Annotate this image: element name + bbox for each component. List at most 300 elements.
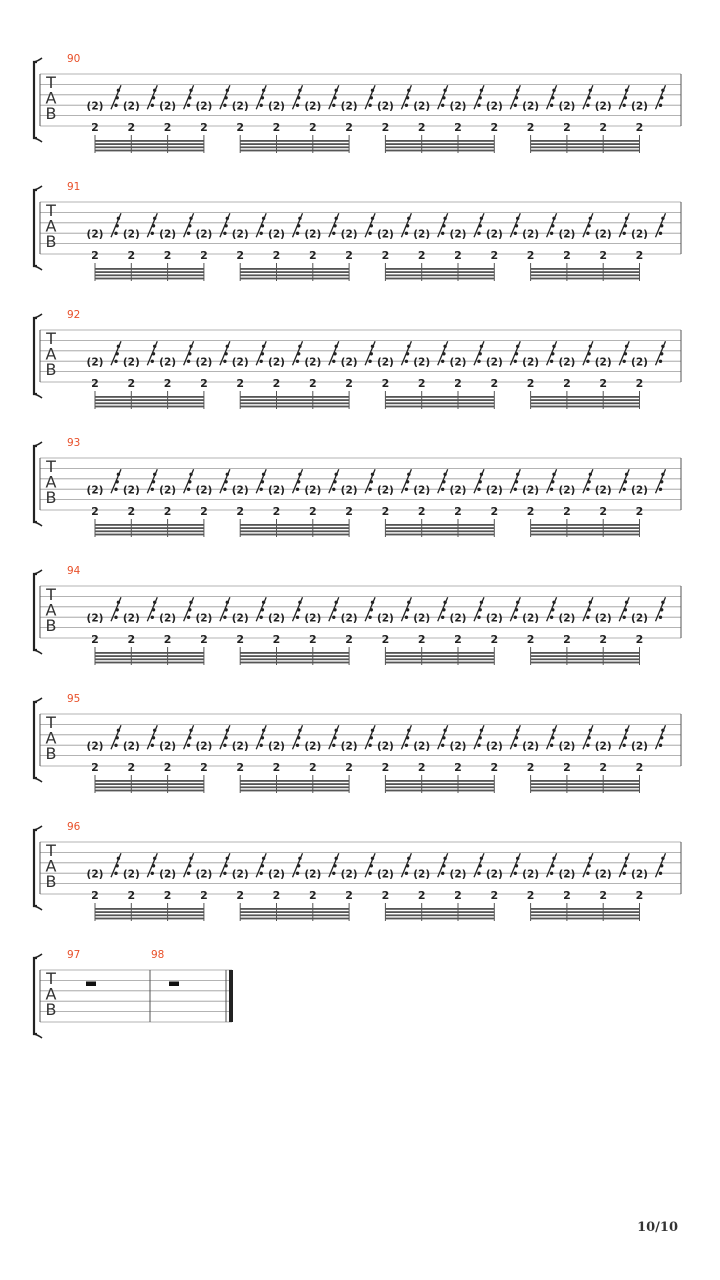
ornament-dot bbox=[187, 872, 190, 875]
ghost-fret-number: (2) bbox=[485, 228, 503, 241]
beam bbox=[385, 918, 494, 920]
measure-number: 94 bbox=[67, 565, 81, 577]
ornament-dot bbox=[441, 872, 444, 875]
ornament-dot bbox=[514, 872, 517, 875]
ghost-fret-number: (2) bbox=[558, 484, 576, 497]
ornament-dot bbox=[441, 232, 444, 235]
ornament-dot bbox=[623, 232, 626, 235]
fret-number: 2 bbox=[200, 121, 208, 134]
fret-number: 2 bbox=[563, 121, 571, 134]
ghost-fret-number: (2) bbox=[558, 100, 576, 113]
ornament-dot bbox=[332, 488, 335, 491]
ghost-fret-number: (2) bbox=[631, 612, 648, 625]
beam bbox=[385, 406, 494, 408]
beam bbox=[240, 268, 349, 270]
beam bbox=[240, 140, 349, 142]
ornament-dot bbox=[260, 744, 263, 747]
beam bbox=[531, 652, 640, 654]
fret-number: 2 bbox=[200, 377, 208, 390]
fret-number: 2 bbox=[200, 761, 208, 774]
ornament-dot bbox=[187, 232, 190, 235]
fret-number: 2 bbox=[417, 377, 426, 390]
ghost-fret-number: (2) bbox=[631, 740, 648, 753]
measure-number: 93 bbox=[67, 437, 81, 449]
fret-number: 2 bbox=[345, 889, 353, 902]
ornament-dot bbox=[623, 104, 626, 107]
fret-number: 2 bbox=[454, 249, 462, 262]
ghost-fret-number: (2) bbox=[485, 356, 503, 369]
ghost-fret-number: (2) bbox=[159, 356, 177, 369]
fret-number: 2 bbox=[236, 633, 245, 646]
fret-number: 2 bbox=[381, 377, 390, 390]
ornament-dot bbox=[296, 232, 299, 235]
bracket-hook bbox=[34, 58, 42, 142]
fret-number: 2 bbox=[635, 889, 644, 902]
ghost-fret-number: (2) bbox=[268, 868, 285, 881]
ghost-fret-number: (2) bbox=[122, 228, 140, 241]
ornament-dot bbox=[514, 488, 517, 491]
tab-clef-letter: A bbox=[45, 344, 57, 364]
beam bbox=[531, 662, 640, 664]
ornament-dot bbox=[151, 232, 154, 235]
ornament-dot bbox=[586, 744, 589, 747]
beam bbox=[95, 278, 204, 280]
fret-number: 2 bbox=[563, 633, 571, 646]
ornament-dot bbox=[296, 744, 299, 747]
tab-clef-letter: T bbox=[46, 201, 56, 220]
beam bbox=[240, 278, 349, 280]
ghost-fret-number: (2) bbox=[594, 228, 612, 241]
tab-clef-letter: A bbox=[45, 472, 57, 492]
ornament-dot bbox=[114, 744, 117, 747]
fret-number: 2 bbox=[563, 249, 571, 262]
beam bbox=[240, 652, 349, 654]
system-bracket bbox=[34, 574, 37, 650]
measure-number: 96 bbox=[67, 821, 81, 833]
beam bbox=[531, 908, 640, 910]
beam bbox=[385, 396, 494, 398]
beam bbox=[385, 278, 494, 280]
beam bbox=[385, 530, 494, 532]
fret-number: 2 bbox=[127, 761, 136, 774]
fret-number: 2 bbox=[308, 633, 317, 646]
beam bbox=[240, 914, 349, 916]
beam bbox=[95, 143, 204, 145]
beam bbox=[385, 908, 494, 910]
ornament-dot bbox=[368, 232, 371, 235]
ghost-fret-number: (2) bbox=[231, 484, 249, 497]
beam bbox=[385, 399, 494, 401]
beam bbox=[240, 402, 349, 404]
fret-number: 2 bbox=[381, 121, 390, 134]
tab-clef-letter: T bbox=[46, 457, 56, 476]
ghost-fret-number: (2) bbox=[631, 356, 648, 369]
ornament-dot bbox=[405, 616, 408, 619]
beam bbox=[531, 534, 640, 536]
beam bbox=[240, 790, 349, 792]
ghost-fret-number: (2) bbox=[195, 868, 213, 881]
ghost-fret-number: (2) bbox=[449, 356, 467, 369]
beam bbox=[531, 655, 640, 657]
fret-number: 2 bbox=[563, 889, 571, 902]
beam bbox=[385, 780, 494, 782]
ornament-dot bbox=[223, 488, 226, 491]
fret-number: 2 bbox=[272, 377, 281, 390]
fret-number: 2 bbox=[490, 633, 499, 646]
ghost-fret-number: (2) bbox=[304, 356, 322, 369]
beam bbox=[385, 911, 494, 913]
ornament-dot bbox=[260, 232, 263, 235]
beam bbox=[385, 914, 494, 916]
ghost-fret-number: (2) bbox=[86, 740, 104, 753]
fret-number: 2 bbox=[454, 377, 462, 390]
ornament-dot bbox=[441, 616, 444, 619]
ornament-dot bbox=[514, 744, 517, 747]
beam bbox=[385, 150, 494, 152]
fret-number: 2 bbox=[236, 249, 245, 262]
beam bbox=[95, 146, 204, 148]
beam bbox=[95, 908, 204, 910]
fret-number: 2 bbox=[345, 121, 353, 134]
ornament-dot bbox=[477, 872, 480, 875]
beam bbox=[531, 527, 640, 529]
fret-number: 2 bbox=[345, 249, 353, 262]
ghost-fret-number: (2) bbox=[195, 612, 213, 625]
beam bbox=[531, 274, 640, 276]
ornament-dot bbox=[223, 744, 226, 747]
beam bbox=[95, 399, 204, 401]
whole-rest bbox=[86, 982, 96, 987]
ghost-fret-number: (2) bbox=[304, 868, 322, 881]
ghost-fret-number: (2) bbox=[268, 356, 285, 369]
fret-number: 2 bbox=[308, 505, 317, 518]
ghost-fret-number: (2) bbox=[340, 740, 358, 753]
fret-number: 2 bbox=[163, 761, 172, 774]
fret-number: 2 bbox=[308, 121, 317, 134]
ornament-dot bbox=[260, 872, 263, 875]
ornament-dot bbox=[187, 488, 190, 491]
beam bbox=[240, 911, 349, 913]
fret-number: 2 bbox=[526, 121, 535, 134]
fret-number: 2 bbox=[635, 505, 644, 518]
ornament-dot bbox=[659, 488, 662, 491]
fret-number: 2 bbox=[308, 377, 317, 390]
ornament-dot bbox=[405, 488, 408, 491]
fret-number: 2 bbox=[127, 249, 136, 262]
fret-number: 2 bbox=[236, 121, 245, 134]
beam bbox=[531, 918, 640, 920]
tab-system bbox=[34, 693, 681, 793]
ornament-dot bbox=[151, 744, 154, 747]
ghost-fret-number: (2) bbox=[376, 356, 394, 369]
ghost-fret-number: (2) bbox=[231, 228, 249, 241]
fret-number: 2 bbox=[381, 761, 390, 774]
ghost-fret-number: (2) bbox=[594, 740, 612, 753]
ghost-fret-number: (2) bbox=[159, 484, 177, 497]
ghost-fret-number: (2) bbox=[558, 356, 576, 369]
ornament-dot bbox=[151, 488, 154, 491]
ghost-fret-number: (2) bbox=[195, 484, 213, 497]
ghost-fret-number: (2) bbox=[449, 740, 467, 753]
system-bracket bbox=[34, 958, 37, 1034]
fret-number: 2 bbox=[127, 377, 136, 390]
ghost-fret-number: (2) bbox=[86, 612, 104, 625]
beam bbox=[240, 655, 349, 657]
ornament-dot bbox=[405, 104, 408, 107]
beam bbox=[385, 662, 494, 664]
ornament-dot bbox=[332, 744, 335, 747]
ghost-fret-number: (2) bbox=[449, 868, 467, 881]
fret-number: 2 bbox=[381, 889, 390, 902]
ornament-dot bbox=[550, 104, 553, 107]
tab-clef-letter: A bbox=[45, 600, 57, 620]
ghost-fret-number: (2) bbox=[340, 868, 358, 881]
ghost-fret-number: (2) bbox=[268, 100, 285, 113]
beam bbox=[240, 146, 349, 148]
ghost-fret-number: (2) bbox=[413, 484, 431, 497]
ghost-fret-number: (2) bbox=[413, 868, 431, 881]
beam bbox=[95, 911, 204, 913]
ghost-fret-number: (2) bbox=[122, 868, 140, 881]
ghost-fret-number: (2) bbox=[304, 228, 322, 241]
beam bbox=[95, 918, 204, 920]
fret-number: 2 bbox=[599, 121, 608, 134]
ornament-dot bbox=[151, 616, 154, 619]
ghost-fret-number: (2) bbox=[522, 100, 540, 113]
beam bbox=[531, 268, 640, 270]
beam bbox=[531, 140, 640, 142]
fret-number: 2 bbox=[417, 633, 426, 646]
ornament-dot bbox=[332, 872, 335, 875]
beam bbox=[531, 524, 640, 526]
fret-number: 2 bbox=[563, 377, 571, 390]
measure-number: 97 bbox=[67, 949, 81, 961]
fret-number: 2 bbox=[272, 761, 281, 774]
ghost-fret-number: (2) bbox=[340, 484, 358, 497]
fret-number: 2 bbox=[163, 633, 172, 646]
fret-number: 2 bbox=[635, 377, 644, 390]
ornament-dot bbox=[260, 488, 263, 491]
ornament-dot bbox=[477, 104, 480, 107]
ghost-fret-number: (2) bbox=[558, 740, 576, 753]
beam bbox=[240, 406, 349, 408]
ghost-fret-number: (2) bbox=[522, 356, 540, 369]
ornament-dot bbox=[477, 488, 480, 491]
fret-number: 2 bbox=[490, 505, 499, 518]
system-bracket bbox=[34, 830, 37, 906]
tab-clef-letter: B bbox=[45, 744, 57, 763]
ghost-fret-number: (2) bbox=[159, 228, 177, 241]
beam bbox=[240, 399, 349, 401]
ghost-fret-number: (2) bbox=[86, 100, 104, 113]
beam bbox=[531, 783, 640, 785]
ornament-dot bbox=[659, 360, 662, 363]
beam bbox=[385, 658, 494, 660]
beam bbox=[95, 530, 204, 532]
ornament-dot bbox=[514, 232, 517, 235]
tab-clef-letter: T bbox=[46, 713, 56, 732]
ghost-fret-number: (2) bbox=[268, 612, 285, 625]
beam bbox=[531, 278, 640, 280]
beam bbox=[95, 271, 204, 273]
ghost-fret-number: (2) bbox=[304, 740, 322, 753]
beam bbox=[95, 658, 204, 660]
beam bbox=[95, 786, 204, 788]
ornament-dot bbox=[114, 104, 117, 107]
ornament-dot bbox=[296, 872, 299, 875]
ghost-fret-number: (2) bbox=[449, 228, 467, 241]
fret-number: 2 bbox=[272, 121, 281, 134]
ornament-dot bbox=[187, 616, 190, 619]
fret-number: 2 bbox=[163, 377, 172, 390]
ornament-dot bbox=[151, 360, 154, 363]
bracket-hook bbox=[34, 442, 42, 526]
beam bbox=[531, 271, 640, 273]
beam bbox=[531, 911, 640, 913]
beam bbox=[385, 534, 494, 536]
ornament-dot bbox=[332, 616, 335, 619]
fret-number: 2 bbox=[345, 505, 353, 518]
ghost-fret-number: (2) bbox=[413, 356, 431, 369]
ghost-fret-number: (2) bbox=[413, 612, 431, 625]
tab-system bbox=[34, 565, 681, 665]
ornament-dot bbox=[514, 360, 517, 363]
system-bracket bbox=[34, 702, 37, 778]
fret-number: 2 bbox=[599, 249, 608, 262]
beam bbox=[95, 402, 204, 404]
fret-number: 2 bbox=[490, 121, 499, 134]
beam bbox=[240, 530, 349, 532]
beam bbox=[531, 786, 640, 788]
tab-clef-letter: T bbox=[46, 969, 56, 988]
ornament-dot bbox=[114, 488, 117, 491]
fret-number: 2 bbox=[526, 889, 535, 902]
bracket-hook bbox=[34, 314, 42, 398]
ghost-fret-number: (2) bbox=[631, 100, 648, 113]
ghost-fret-number: (2) bbox=[159, 612, 177, 625]
ghost-fret-number: (2) bbox=[594, 484, 612, 497]
fret-number: 2 bbox=[236, 761, 245, 774]
tab-system bbox=[34, 309, 681, 409]
ghost-fret-number: (2) bbox=[449, 612, 467, 625]
whole-rest bbox=[169, 982, 179, 987]
beam bbox=[95, 268, 204, 270]
ghost-fret-number: (2) bbox=[159, 740, 177, 753]
fret-number: 2 bbox=[454, 633, 462, 646]
ghost-fret-number: (2) bbox=[413, 100, 431, 113]
fret-number: 2 bbox=[200, 505, 208, 518]
ghost-fret-number: (2) bbox=[268, 484, 285, 497]
ornament-dot bbox=[623, 488, 626, 491]
ghost-fret-number: (2) bbox=[485, 740, 503, 753]
fret-number: 2 bbox=[490, 761, 499, 774]
ghost-fret-number: (2) bbox=[159, 100, 177, 113]
fret-number: 2 bbox=[599, 761, 608, 774]
fret-number: 2 bbox=[635, 761, 644, 774]
beam bbox=[95, 783, 204, 785]
beam bbox=[531, 402, 640, 404]
fret-number: 2 bbox=[563, 505, 571, 518]
ghost-fret-number: (2) bbox=[522, 740, 540, 753]
ornament-dot bbox=[405, 232, 408, 235]
fret-number: 2 bbox=[417, 505, 426, 518]
ornament-dot bbox=[550, 360, 553, 363]
tab-clef-letter: A bbox=[45, 88, 57, 108]
ornament-dot bbox=[550, 232, 553, 235]
bracket-hook bbox=[34, 186, 42, 270]
beam bbox=[240, 918, 349, 920]
ornament-dot bbox=[332, 232, 335, 235]
ornament-dot bbox=[368, 104, 371, 107]
tab-clef-letter: A bbox=[45, 728, 57, 748]
ghost-fret-number: (2) bbox=[485, 484, 503, 497]
beam bbox=[385, 146, 494, 148]
beam bbox=[240, 780, 349, 782]
beam bbox=[95, 524, 204, 526]
ornament-dot bbox=[223, 104, 226, 107]
fret-number: 2 bbox=[272, 633, 281, 646]
ornament-dot bbox=[187, 104, 190, 107]
ghost-fret-number: (2) bbox=[122, 484, 140, 497]
ornament-dot bbox=[260, 360, 263, 363]
fret-number: 2 bbox=[308, 249, 317, 262]
ghost-fret-number: (2) bbox=[485, 868, 503, 881]
ornament-dot bbox=[659, 232, 662, 235]
beam bbox=[95, 652, 204, 654]
ghost-fret-number: (2) bbox=[631, 868, 648, 881]
fret-number: 2 bbox=[345, 377, 353, 390]
system-bracket bbox=[34, 62, 37, 138]
ornament-dot bbox=[368, 488, 371, 491]
fret-number: 2 bbox=[381, 633, 390, 646]
fret-number: 2 bbox=[200, 889, 208, 902]
ornament-dot bbox=[260, 104, 263, 107]
fret-number: 2 bbox=[526, 249, 535, 262]
ghost-fret-number: (2) bbox=[231, 356, 249, 369]
beam bbox=[531, 780, 640, 782]
final-barline-thick bbox=[229, 970, 233, 1022]
ghost-fret-number: (2) bbox=[522, 228, 540, 241]
ornament-dot bbox=[368, 360, 371, 363]
fret-number: 2 bbox=[635, 633, 644, 646]
fret-number: 2 bbox=[526, 505, 535, 518]
ornament-dot bbox=[623, 616, 626, 619]
ornament-dot bbox=[441, 104, 444, 107]
ghost-fret-number: (2) bbox=[122, 100, 140, 113]
beam bbox=[95, 406, 204, 408]
fret-number: 2 bbox=[345, 761, 353, 774]
beam bbox=[240, 658, 349, 660]
ghost-fret-number: (2) bbox=[122, 612, 140, 625]
ghost-fret-number: (2) bbox=[631, 484, 648, 497]
beam bbox=[385, 271, 494, 273]
beam bbox=[95, 527, 204, 529]
beam bbox=[240, 271, 349, 273]
tab-clef-letter: B bbox=[45, 616, 57, 635]
ghost-fret-number: (2) bbox=[340, 356, 358, 369]
fret-number: 2 bbox=[127, 121, 136, 134]
beam bbox=[531, 406, 640, 408]
ghost-fret-number: (2) bbox=[594, 868, 612, 881]
ghost-fret-number: (2) bbox=[558, 868, 576, 881]
beam bbox=[240, 783, 349, 785]
beam bbox=[240, 527, 349, 529]
ornament-dot bbox=[623, 744, 626, 747]
ornament-dot bbox=[114, 872, 117, 875]
fret-number: 2 bbox=[91, 121, 99, 134]
ghost-fret-number: (2) bbox=[195, 740, 213, 753]
ghost-fret-number: (2) bbox=[86, 484, 104, 497]
